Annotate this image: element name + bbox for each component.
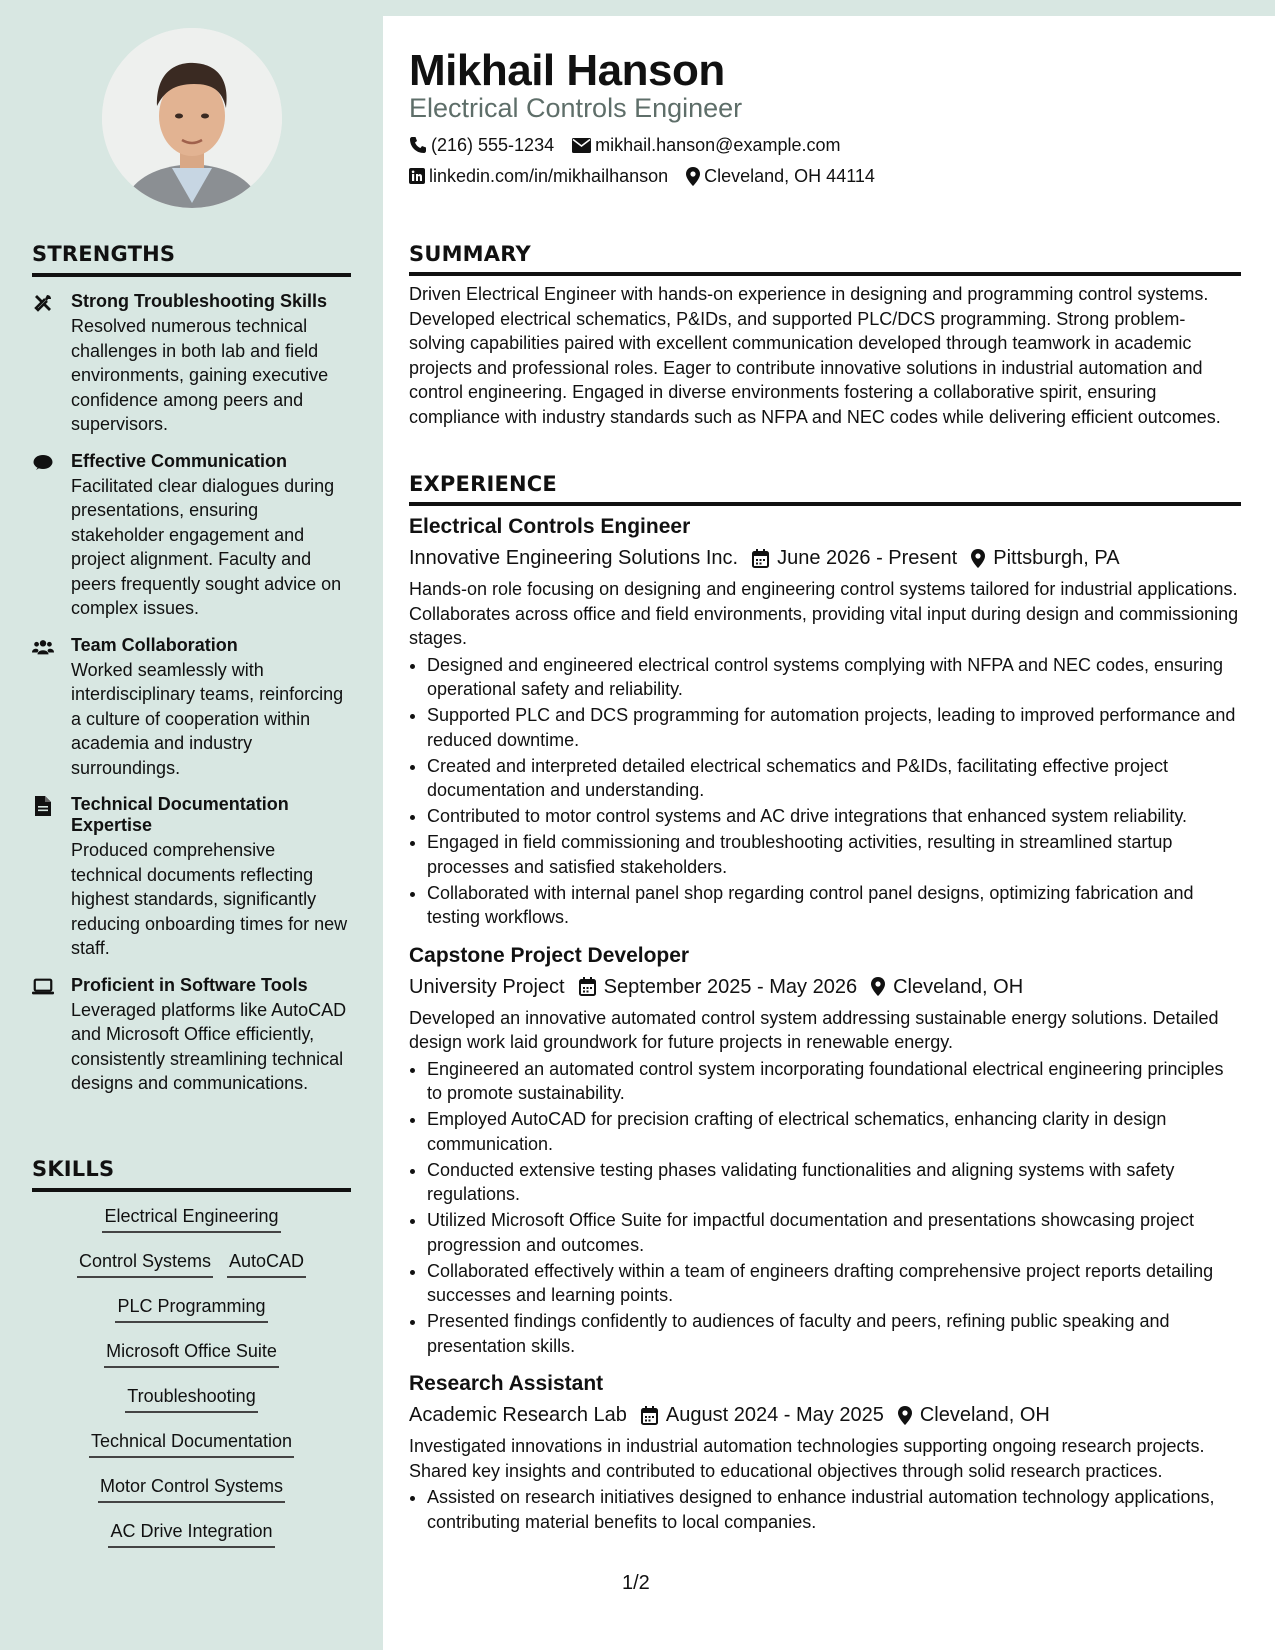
job-dates [641,1402,884,1428]
linkedin-url[interactable]: linkedin.com/in/mikhailhanson [429,166,669,186]
skill-row [32,1294,351,1323]
strengths-section [32,242,351,1096]
skills-list [32,1204,351,1548]
bullet-item: • Assisted on research initiatives designed to enhance industrial automation technology applications, contributing material benefits to local companies. [427,1485,1241,1534]
bullet-item: • Collaborated effectively within a team of engineers drafting comprehensive project reports detailing successes and learning points. [427,1259,1241,1308]
strength-title: Effective Communication [71,450,288,471]
calendar-icon [752,549,769,568]
company: Academic Research Lab [409,1404,627,1426]
sidebar [0,0,383,1650]
strength-title: Proficient in Software Tools [71,974,308,995]
skill-tag: Troubleshooting [125,1384,257,1413]
location-text: Cleveland, OH 44114 [704,166,875,186]
envelope-icon [572,138,591,153]
skill-row [32,1339,351,1368]
job-location [898,1402,1050,1428]
summary-section [409,242,1241,429]
profile-photo [102,28,282,208]
email-contact[interactable] [572,134,840,156]
candidate-name: Mikhail Hanson [409,46,725,95]
job-title: Capstone Project Developer [409,943,690,967]
map-pin-icon [871,977,885,996]
skill-tag: Control Systems [77,1249,213,1278]
job-description: Investigated innovations in industrial automation technologies supporting ongoing research projects. Shared key insights and contributed to educational objectives through solid research practices. [409,1436,1205,1481]
job-bullets [409,1485,1241,1534]
company: University Project [409,975,565,998]
skill-row [32,1519,351,1548]
strength-description: Produced comprehensive technical documents reflecting highest standards, significantly reducing onboarding times for new staff. [71,840,348,958]
strength-item [32,635,351,781]
date-range: September 2025 - May 2026 [603,975,858,998]
email-address[interactable]: mikhail.hanson@example.com [595,135,841,155]
avatar [102,28,282,208]
phone-contact [409,134,554,156]
phone-icon [409,136,427,154]
skill-row [32,1384,351,1413]
date-range: June 2026 - Present [777,547,958,569]
strength-item [32,451,351,621]
skill-tag: Microsoft Office Suite [104,1339,279,1368]
job-title: Research Assistant [409,1372,604,1395]
skill-row [32,1249,351,1278]
location-text: Cleveland, OH [919,1404,1050,1426]
map-pin-icon [898,1406,912,1425]
candidate-title: Electrical Controls Engineer [409,93,743,123]
linkedin-contact[interactable] [409,165,668,187]
job-meta [409,1402,1241,1428]
experience-heading: EXPERIENCE [409,472,1241,506]
bullet-item: • Utilized Microsoft Office Suite for impactful documentation and presentations showcasing project progression and outcomes. [427,1208,1241,1257]
skill-tag: Motor Control Systems [98,1474,285,1503]
document-icon [32,795,54,817]
contact-line [409,134,858,156]
strengths-heading: STRENGTHS [32,242,351,277]
skill-tag: PLC Programming [115,1294,267,1323]
job-location [871,974,1023,1000]
strength-description: Worked seamlessly with interdisciplinary teams, reinforcing a culture of cooperation within academia and industry surroundings. [71,659,344,778]
strength-description: Facilitated clear dialogues during presentations, ensuring stakeholder engagement and project alignment. Faculty and peers frequently sought advice on complex issues. [71,475,342,618]
phone-number: (216) 555-1234 [431,135,555,155]
skills-section [32,1157,351,1564]
team-icon [32,636,54,658]
skill-tag: AC Drive Integration [108,1519,274,1548]
page-number: 1/2 [622,1572,650,1594]
top-band [0,0,1275,16]
main-content [383,16,1275,1650]
contact-line [409,165,893,187]
laptop-icon [32,976,54,998]
experience-section [409,472,1241,1536]
job-description: Developed an innovative automated control system addressing sustainable energy solutions. Detailed design work laid groundwork for future projects in renewable energy. [409,1007,1219,1052]
skills-heading: SKILLS [32,1157,351,1192]
skill-row [32,1429,351,1458]
strength-title: Technical Documentation Expertise [71,794,289,835]
job-title: Electrical Controls Engineer [409,515,691,538]
location-text: Cleveland, OH [893,975,1024,998]
summary-heading: SUMMARY [409,242,1241,276]
job-description: Hands-on role focusing on designing and engineering control systems tailored for industrial applications. Collaborates across office and field environments, providing vital input during design and commissioning stages. [409,579,1239,648]
linkedin-icon [409,168,425,184]
strength-item [32,794,351,961]
job-location [971,545,1119,571]
skill-row [32,1474,351,1503]
bullet-item: • Created and interpreted detailed electrical schematics and P&IDs, facilitating effective project documentation and understanding. [427,754,1241,803]
company: Innovative Engineering Solutions Inc. [409,547,739,569]
skill-tag: AutoCAD [227,1249,306,1278]
location-contact [686,165,875,187]
job-bullets [409,653,1241,930]
job-entry [409,514,1241,930]
date-range: August 2024 - May 2025 [665,1404,884,1426]
bullet-item: • Employed AutoCAD for precision crafting of electrical schematics, enhancing clarity in design communication. [427,1107,1241,1156]
bullet-item: • Engaged in field commissioning and troubleshooting activities, resulting in streamlined startup processes and satisfied stakeholders. [427,830,1241,879]
calendar-icon [641,1406,658,1425]
job-entry [409,1371,1241,1534]
map-pin-icon [971,549,985,568]
map-pin-icon [686,167,700,186]
bullet-item: • Designed and engineered electrical control systems complying with NFPA and NEC codes, ensuring operational safety and reliability. [427,653,1241,702]
strength-title: Strong Troubleshooting Skills [71,291,328,311]
summary-text: Driven Electrical Engineer with hands-on experience in designing and programming control systems. Developed electrical schematics, P&IDs, and supported PLC/DCS programming. Strong problem-solving capabilities paired with excellent communication developed through teamwork in academic projects and professional roles. Eager to contribute innovative solutions in industrial automation and control engineering. Engaged in diverse environments fostering a collaborative spirit, ensuring compliance with industry standards such as NFPA and NEC codes while delivering efficient outcomes. [409,284,1221,427]
skill-row [32,1204,351,1233]
job-dates [579,974,858,1000]
location-text: Pittsburgh, PA [993,547,1120,569]
job-meta [409,545,1241,571]
bullet-item: • Supported PLC and DCS programming for automation projects, leading to improved performance and reduced downtime. [427,703,1241,752]
bullet-item: • Engineered an automated control system incorporating foundational electrical engineering principles to promote sustainability. [427,1057,1241,1106]
job-bullets [409,1057,1241,1359]
tools-icon [32,292,54,314]
skill-tag: Technical Documentation [89,1429,294,1458]
strength-item [32,975,351,1096]
bullet-item: • Presented findings confidently to audiences of faculty and peers, refining public speaking and presentation skills. [427,1309,1241,1358]
strength-description: Resolved numerous technical challenges in both lab and field environments, gaining executive confidence among peers and supervisors. [71,316,329,434]
bullet-item: • Conducted extensive testing phases validating functionalities and aligning systems with safety regulations. [427,1158,1241,1207]
job-entry [409,943,1241,1359]
skill-tag: Electrical Engineering [102,1204,280,1233]
job-meta [409,974,1241,1000]
strength-item [32,291,351,437]
bullet-item: • Collaborated with internal panel shop regarding control panel designs, optimizing fabrication and testing workflows. [427,881,1241,930]
calendar-icon [579,977,596,996]
job-dates [752,545,957,571]
strength-title: Team Collaboration [71,634,238,655]
chat-bubble-icon [32,452,54,474]
bullet-item: • Contributed to motor control systems and AC drive integrations that enhanced system reliability. [427,804,1241,829]
strength-description: Leveraged platforms like AutoCAD and Microsoft Office efficiently, consistently streamlining technical designs and communications. [71,999,347,1093]
